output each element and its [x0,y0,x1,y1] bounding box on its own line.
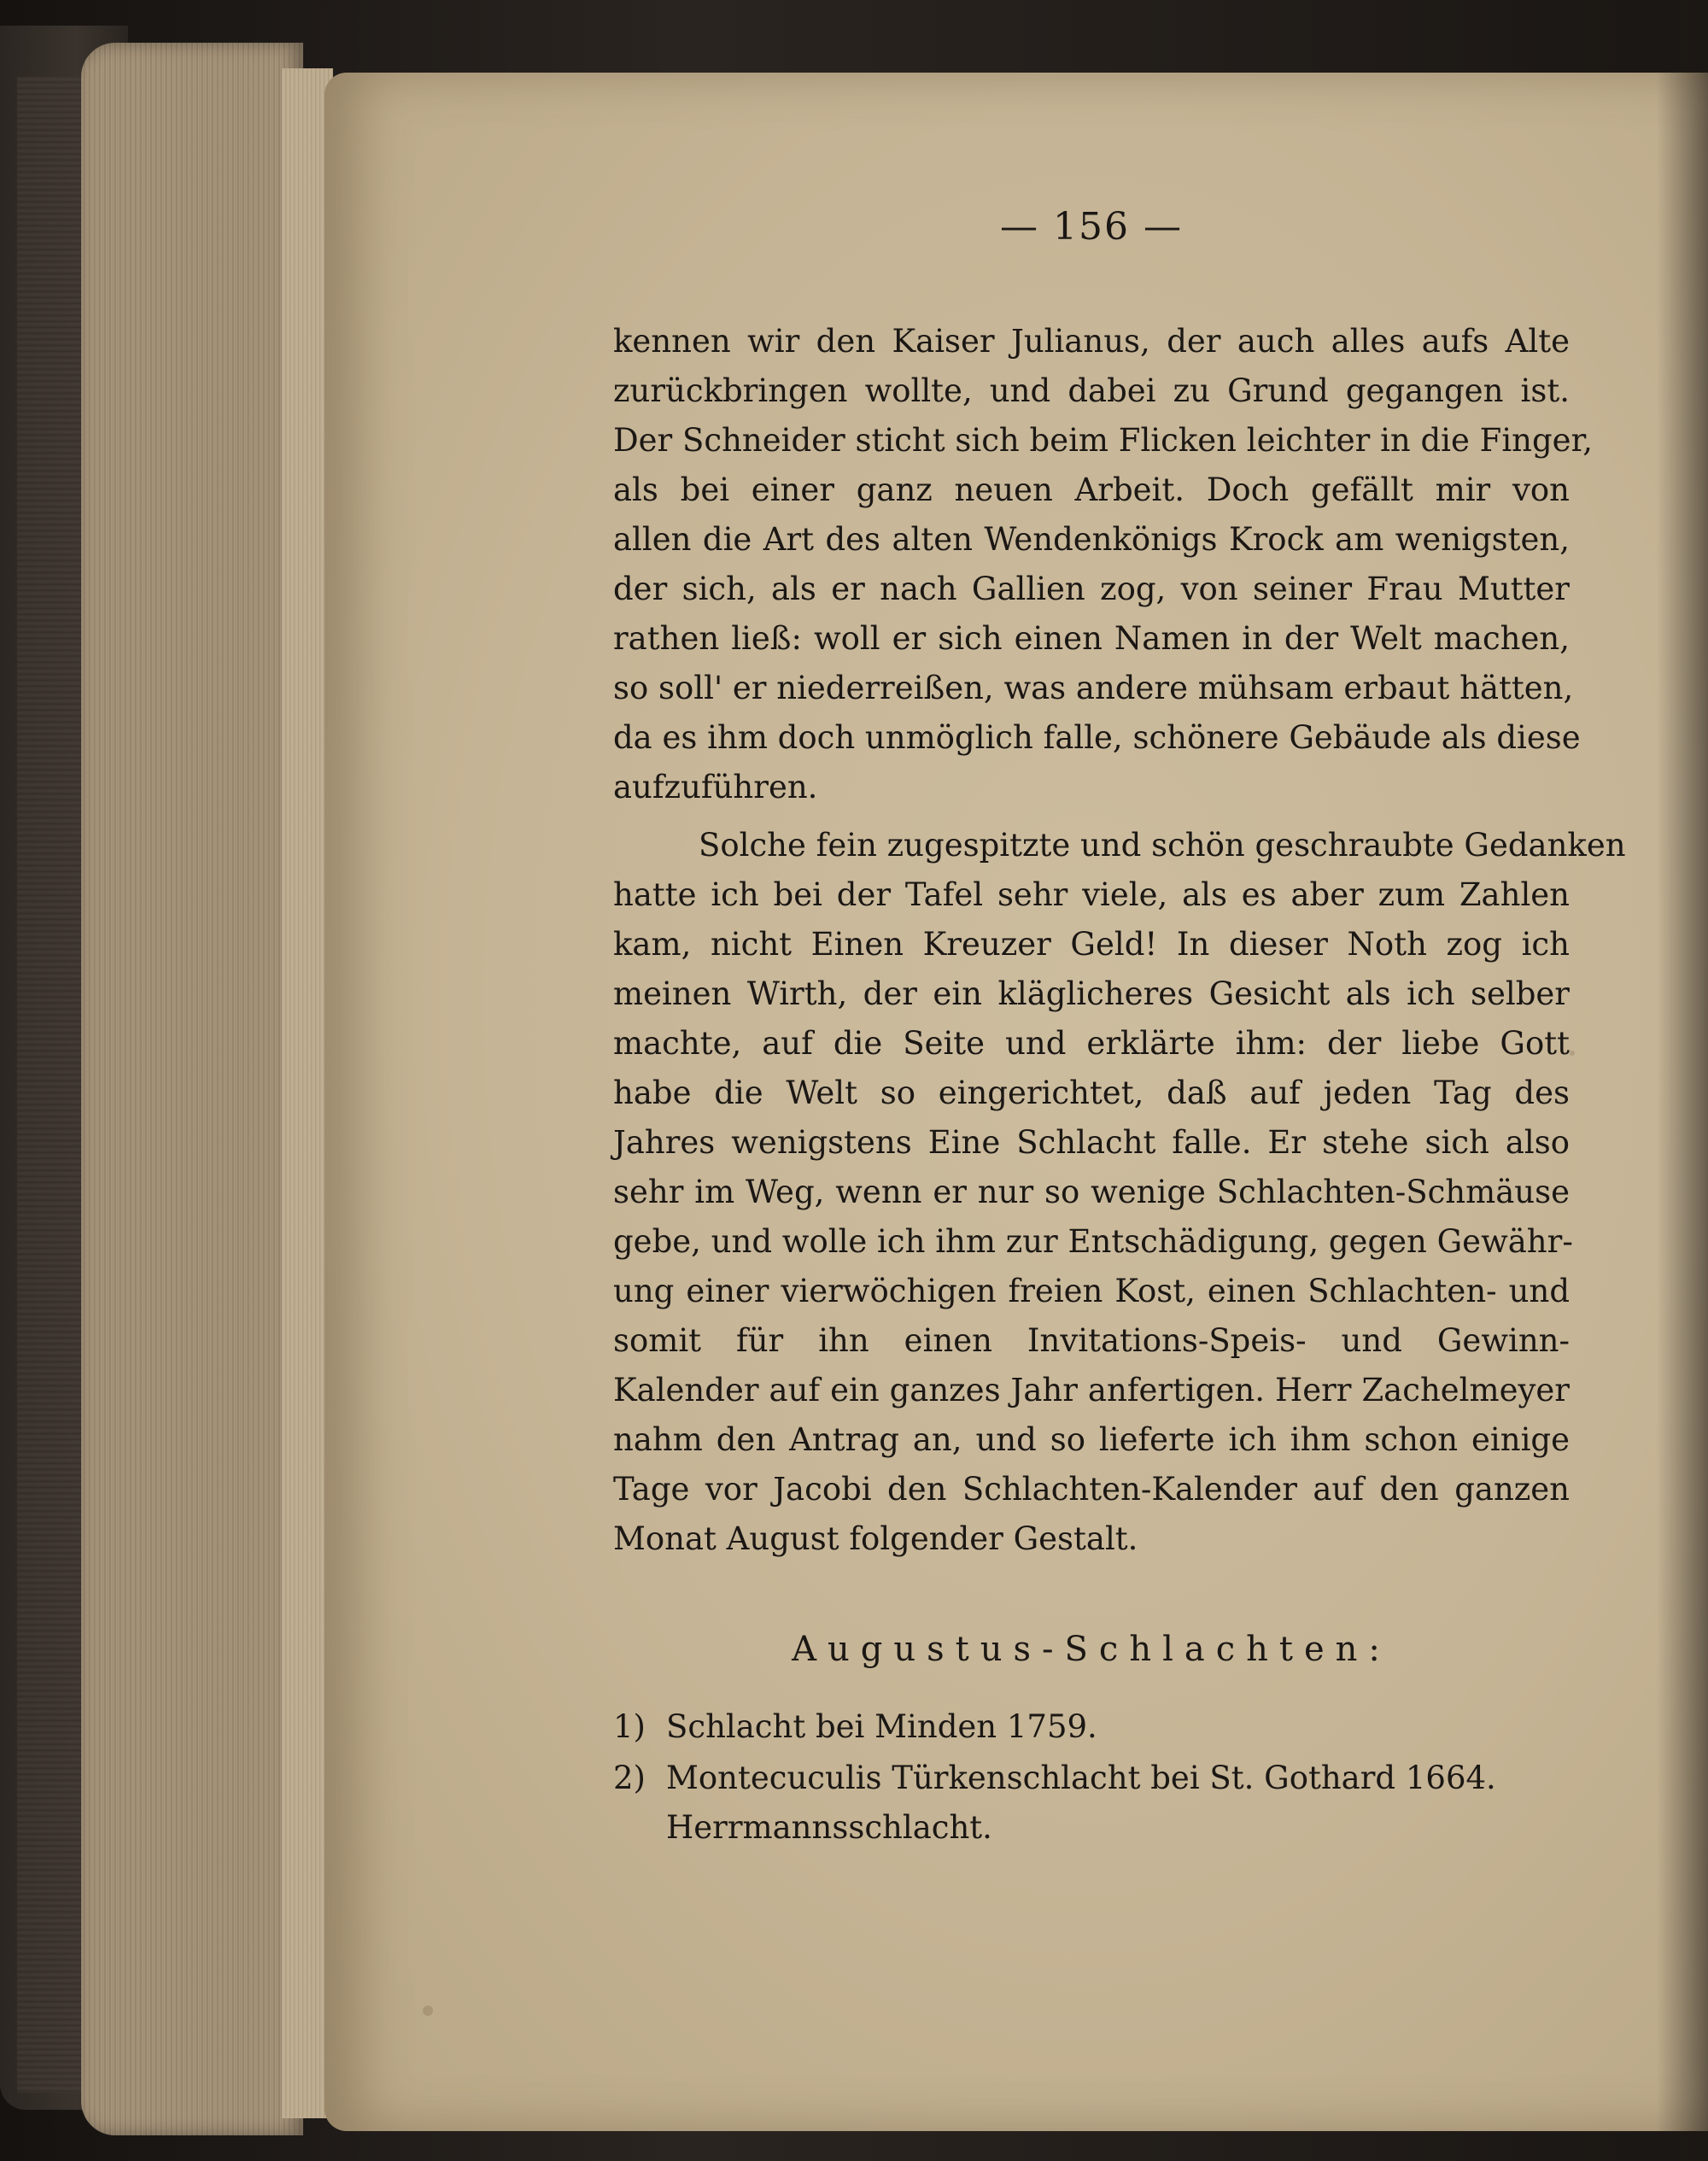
text-line: Tage vor Jacobi den Schlachten-Kalender auf den ganzen [613,1471,1570,1508]
paper-spot [423,2006,433,2016]
text-line: Kalender auf ein ganzes Jahr anfertigen. Herr Zachelmeyer [613,1372,1570,1408]
list-item [613,1754,1570,1802]
text-line: der sich, als er nach Gallien zog, von seiner Frau Mutter [613,571,1570,607]
text-line: so soll' er niederreißen, was andere mühsam erbaut hätten, [613,670,1574,706]
text-line: zurückbringen wollte, und dabei zu Grund gegangen ist. [613,372,1570,409]
text-line: Der Schneider sticht sich beim Flicken leichter in die Finger, [613,422,1593,459]
text-line: Solche fein zugespitzte und schön geschraubte Gedanken [699,827,1626,864]
text-line: als bei einer ganz neuen Arbeit. Doch gefällt mir von [613,471,1570,508]
text-line: meinen Wirth, der ein kläglicheres Gesicht als ich selber [613,975,1570,1012]
text-line: kam, nicht Einen Kreuzer Geld! In dieser Noth zog ich [613,926,1570,963]
text-line: Monat August folgender Gestalt. [613,1520,1138,1557]
text-line: kennen wir den Kaiser Julianus, der auch alles aufs Alte [613,323,1570,360]
paper-spot [1570,1051,1575,1056]
page-edges [81,43,303,2135]
text-line: sehr im Weg, wenn er nur so wenige Schlachten-Schmäuse [613,1174,1570,1210]
list-text: Montecuculis Türkenschlacht bei St. Gothard 1664. [666,1760,1496,1796]
list-item [613,1703,1570,1751]
text-line: hatte ich bei der Tafel sehr viele, als es aber zum Zahlen [613,876,1570,913]
text-line: somit für ihn einen Invitations-Speis- und Gewinn- [613,1322,1570,1359]
text-line: aufzuführen. [613,769,818,805]
page-number: — 156 — [1000,205,1183,249]
text-line: ung einer vierwöchigen freien Kost, einen Schlachten- und [613,1273,1570,1309]
text-line: habe die Welt so eingerichtet, daß auf jeden Tag des [613,1075,1570,1111]
right-edge-shadow [1657,0,1708,2161]
list-text: Schlacht bei Minden 1759. [666,1708,1097,1745]
text-line: rathen ließ: woll er sich einen Namen in der Welt machen, [613,620,1570,657]
text-line: allen die Art des alten Wendenkönigs Krock am wenigsten, [613,521,1570,558]
list-continuation: Herrmannsschlacht. [666,1809,992,1846]
text-line: machte, auf die Seite und erklärte ihm: der liebe Gott [613,1025,1570,1062]
list-number: 2) [613,1760,646,1796]
section-heading: Augustus-Schlachten: [792,1630,1391,1669]
text-line: Jahres wenigstens Eine Schlacht falle. Er stehe sich also [613,1124,1570,1161]
text-line: gebe, und wolle ich ihm zur Entschädigung, gegen Gewähr- [613,1223,1573,1260]
list-number: 1) [613,1708,646,1745]
text-line: da es ihm doch unmöglich falle, schönere Gebäude als diese [613,719,1581,756]
text-line: nahm den Antrag an, und so lieferte ich ihm schon einige [613,1421,1570,1458]
